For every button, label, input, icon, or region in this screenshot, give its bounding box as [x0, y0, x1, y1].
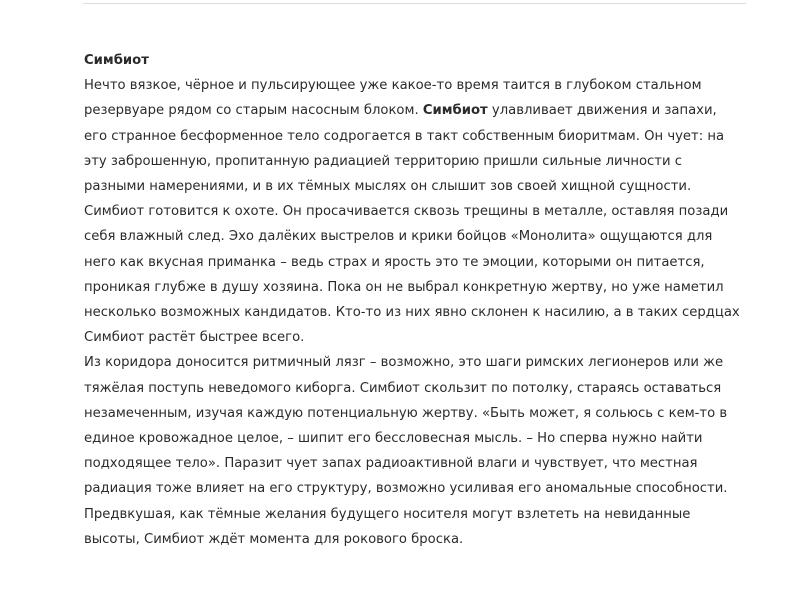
paragraph-1-bold-name: Симбиот	[422, 103, 488, 119]
article-title: Симбиот	[84, 53, 149, 68]
top-divider	[83, 3, 746, 4]
article-body	[84, 48, 744, 552]
paragraph-1-text-start: Нечто вязкое, чёрное и пульсирующее уже какое-то время таится в глубоком стальном резервуаре рядом со старым насосным блоком.	[84, 78, 702, 119]
paragraph-2: Симбиот готовится к охоте. Он просачивается сквозь трещины в металле, оставляя позади себя влажный след. Эхо далёких выстрелов и крики бойцов «Монолита» ощущаются для него как вкусная приманка – ведь страх и ярость это те эмоции, которыми он питается, проникая глубже в душу хозяина. Пока он не выбрал конкретную жертву, но уже наметил несколько возможных кандидатов. Кто-то из них явно склонен к насилию, а в таких сердцах Симбиот растёт быстрее всего.	[84, 204, 740, 346]
paragraph-1	[84, 73, 744, 199]
paragraph-1-text-end: улавливает движения и запахи, его странное бесформенное тело содрогается в такт собственным биоритмам. Он чует: на эту заброшенную, пропитанную радиацией территорию пришли сильные личности с разными намерениями, и в их тёмных мыслях он слышит зов своей хищной сущности.	[84, 103, 725, 195]
paragraph-3: Из коридора доносится ритмичный лязг – возможно, это шаги римских легионеров или же тяжёлая поступь неведомого киборга. Симбиот скользит по потолку, стараясь оставаться незамеченным, изучая каждую потенциальную жертву. «Быть может, я сольюсь с кем-то в единое кровожадное целое, – шипит его бессловесная мысль. – Но сперва нужно найти подходящее тело». Паразит чует запах радиоактивной влаги и чувствует, что местная радиация тоже влияет на его структуру, возможно усиливая его аномальные способности. Предвкушая, как тёмные желания будущего носителя могут взлететь на невиданные высоты, Симбиот ждёт момента для рокового броска.	[84, 355, 728, 547]
